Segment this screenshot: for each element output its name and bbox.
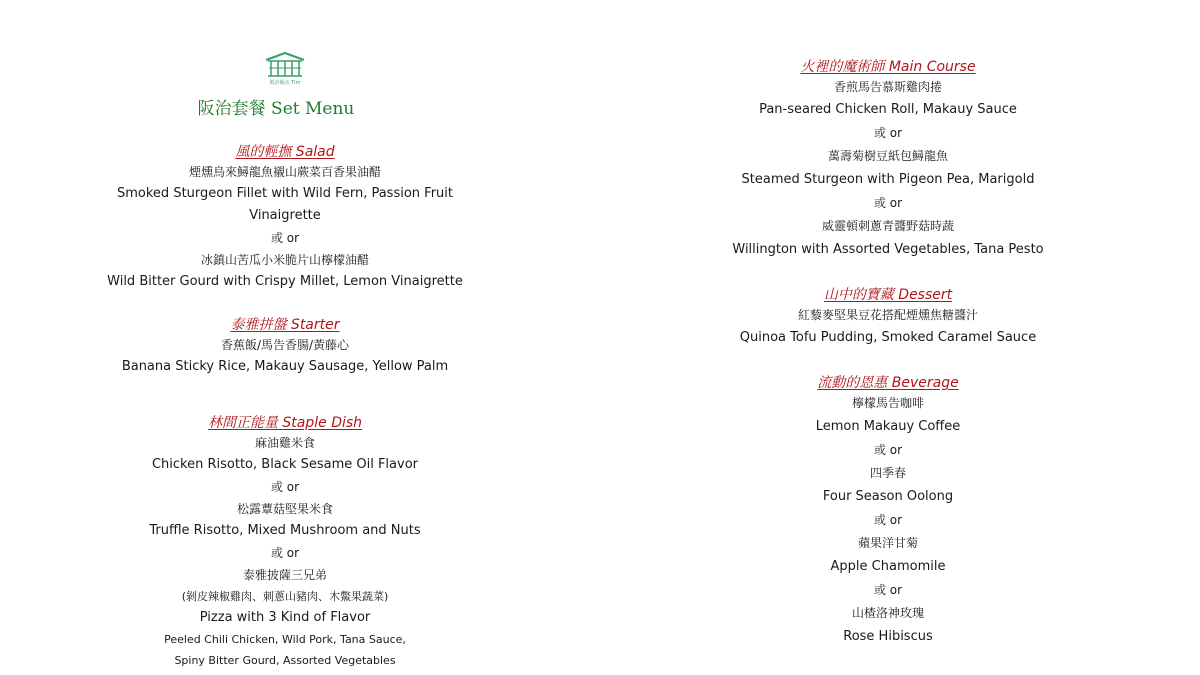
dish-en: Pizza with 3 Kind of Flavor <box>199 610 371 625</box>
dish-zh: 四季春 <box>869 466 906 480</box>
dish-en: Wild Bitter Gourd with Crispy Millet, Lemon Vinaigrette <box>107 274 463 289</box>
dish-en: Truffle Risotto, Mixed Mushroom and Nuts <box>149 523 421 538</box>
section-heading: 火裡的魔術師 Main Course <box>800 59 976 75</box>
dish-zh: 紅藜麥堅果豆花搭配煙燻焦糖醬汁 <box>797 308 978 322</box>
logo-small-text: 阪治飯店 Tim <box>269 80 301 86</box>
dish-zh: 松露蕈菇堅果米食 <box>236 502 333 516</box>
or-separator: 或 or <box>873 126 903 140</box>
section-heading: 泰雅拼盤 Starter <box>230 317 340 333</box>
or-separator: 或 or <box>873 196 903 210</box>
section-heading: 流動的恩惠 Beverage <box>817 375 959 391</box>
dish-en: Smoked Sturgeon Fillet with Wild Fern, Passion Fruit Vinaigrette <box>117 186 453 223</box>
section-beverage <box>688 372 1088 649</box>
or-separator: 或 or <box>270 231 300 245</box>
dish-zh: 煙燻烏來鱘龍魚襯山蕨菜百香果油醋 <box>188 165 381 179</box>
dish-en: Lemon Makauy Coffee <box>815 419 961 434</box>
dish-en: Willington with Assorted Vegetables, Tana Pesto <box>732 242 1044 257</box>
section-heading: 風的輕撫 Salad <box>235 144 335 160</box>
dish-zh-detail: (剝皮辣椒雞肉、刺蔥山豬肉、木鱉果蔬菜) <box>181 590 389 603</box>
section-salad <box>85 141 485 293</box>
section-heading: 林間正能量 Staple Dish <box>207 415 363 431</box>
or-separator: 或 or <box>873 513 903 527</box>
dish-en-detail: Peeled Chili Chicken, Wild Pork, Tana Sauce, <box>164 633 406 646</box>
or-separator: 或 or <box>270 546 300 560</box>
or-separator: 或 or <box>270 480 300 494</box>
right-column <box>688 56 1088 649</box>
dish-zh: 山楂洛神玫瑰 <box>851 606 924 620</box>
section-dessert <box>688 284 1088 350</box>
dish-zh: 冰鎮山苦瓜小米脆片山檸檬油醋 <box>200 253 369 267</box>
dish-zh: 泰雅披薩三兄弟 <box>242 568 327 582</box>
dish-zh: 麻油雞米食 <box>254 436 315 450</box>
dish-en-detail: Spiny Bitter Gourd, Assorted Vegetables <box>174 654 396 667</box>
or-separator: 或 or <box>873 443 903 457</box>
dish-en: Quinoa Tofu Pudding, Smoked Caramel Sauce <box>739 330 1037 345</box>
restaurant-logo <box>85 48 485 92</box>
dish-zh: 蘋果洋甘菊 <box>857 536 918 550</box>
dish-en: Apple Chamomile <box>830 559 946 574</box>
section-staple <box>85 412 485 671</box>
left-column <box>85 48 485 671</box>
or-separator: 或 or <box>873 583 903 597</box>
section-heading: 山中的寶藏 Dessert <box>823 287 953 303</box>
house-logo-icon <box>262 50 308 90</box>
menu-title: 阪治套餐 Set Menu <box>197 99 355 119</box>
dish-en: Banana Sticky Rice, Makauy Sausage, Yellow Palm <box>121 359 449 374</box>
dish-en: Pan-seared Chicken Roll, Makauy Sauce <box>759 102 1017 117</box>
dish-zh: 萬壽菊樹豆紙包鱘龍魚 <box>827 149 948 163</box>
dish-en: Rose Hibiscus <box>843 629 933 644</box>
dish-zh: 香煎馬告慕斯雞肉捲 <box>833 80 942 94</box>
section-main-course <box>688 56 1088 262</box>
dish-zh: 威靈頓刺蔥青醬野菇時蔬 <box>821 219 954 233</box>
dish-zh: 香蕉飯/馬告香腸/黃藤心 <box>220 338 350 352</box>
dish-zh: 檸檬馬告咖啡 <box>851 396 924 410</box>
dish-en: Steamed Sturgeon with Pigeon Pea, Marigold <box>741 172 1035 187</box>
section-starter <box>85 314 485 378</box>
dish-en: Four Season Oolong <box>822 489 954 504</box>
dish-en: Chicken Risotto, Black Sesame Oil Flavor <box>151 457 419 472</box>
